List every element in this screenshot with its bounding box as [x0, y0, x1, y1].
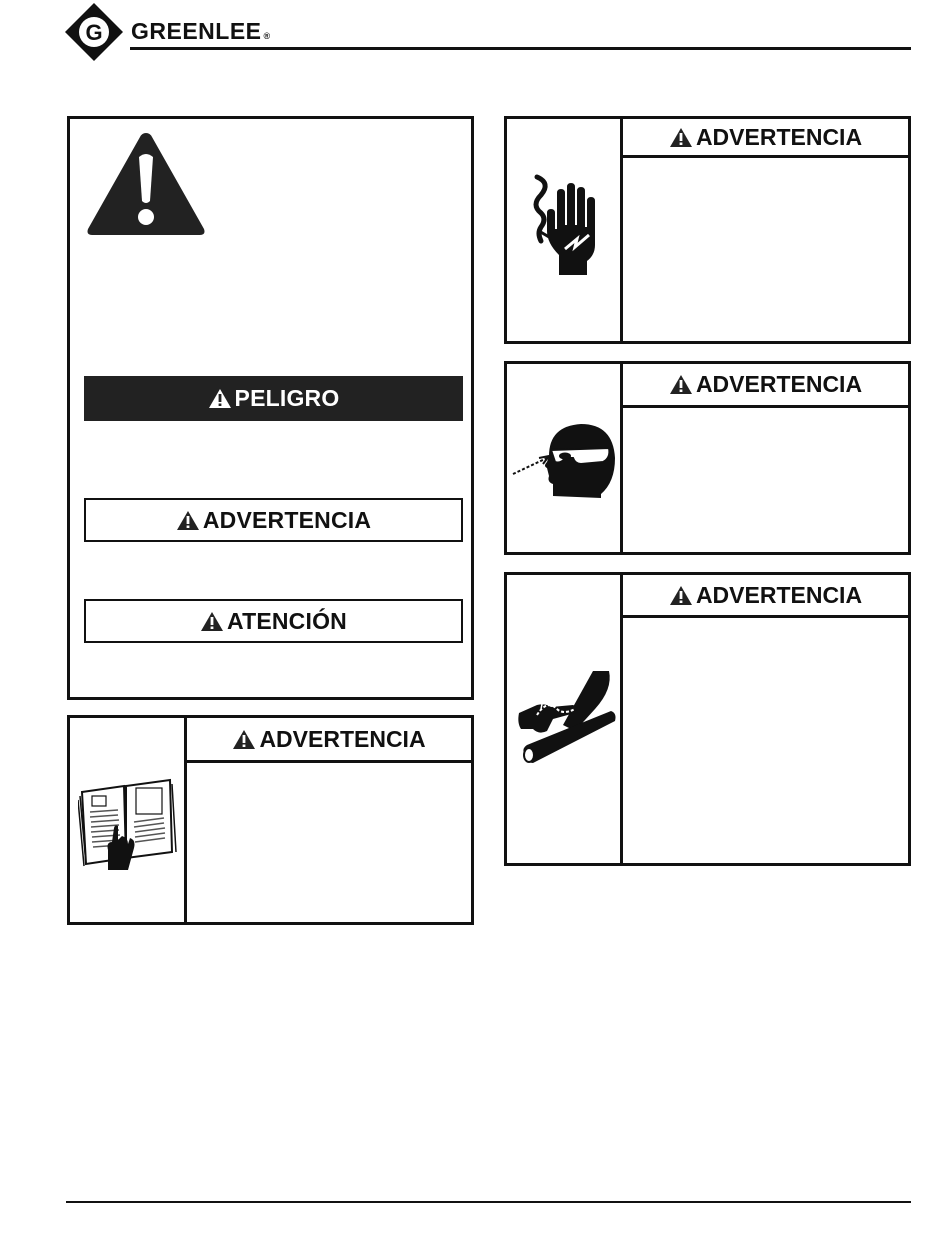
electric-shock-warning-box: [504, 116, 911, 344]
warning-triangle-icon: [208, 388, 232, 409]
greenlee-logo: [64, 2, 124, 62]
eye-protection-warning-box: [504, 361, 911, 555]
read-manual-icon: [78, 778, 178, 870]
heading-label: ADVERTENCIA: [695, 581, 863, 608]
brand-name: [131, 18, 271, 45]
cutting-hazard-warning-box: [504, 572, 911, 866]
heading-label: ADVERTENCIA: [695, 123, 863, 150]
brand-registered-mark: ®: [263, 31, 271, 41]
warning-heading: [623, 119, 908, 158]
read-manual-warning-box: [67, 715, 474, 925]
footer-rule: [66, 1201, 911, 1203]
exclamation-triangle-icon: [84, 129, 208, 239]
warning-triangle-icon: [232, 729, 256, 750]
icon-column: [507, 119, 623, 341]
logo-letter: G: [85, 20, 103, 45]
atencion-signal-bar: [84, 599, 463, 643]
safety-alert-panel: [67, 116, 474, 700]
eye-protection-icon: [511, 418, 617, 500]
warning-triangle-icon: [669, 585, 693, 606]
peligro-label: PELIGRO: [234, 385, 340, 411]
atencion-label: ATENCIÓN: [226, 607, 347, 634]
warning-triangle-icon: [200, 611, 224, 632]
header-rule: [130, 47, 911, 50]
brand-text: GREENLEE: [131, 18, 262, 44]
peligro-signal-bar: [84, 376, 463, 421]
warning-triangle-icon: [669, 127, 693, 148]
warning-triangle-icon: [176, 510, 200, 531]
heading-label: ADVERTENCIA: [259, 725, 426, 752]
warning-heading: [187, 718, 471, 763]
heading-label: ADVERTENCIA: [695, 371, 863, 397]
warning-triangle-icon: [669, 374, 693, 395]
icon-column: [507, 364, 623, 552]
icon-column: [507, 575, 623, 863]
warning-heading: [623, 575, 908, 618]
warning-heading: [623, 364, 908, 408]
icon-column: [70, 718, 187, 922]
electric-shock-hand-icon: [525, 171, 607, 279]
advertencia-signal-bar: [84, 498, 463, 542]
advertencia-label: ADVERTENCIA: [202, 506, 372, 533]
cutting-hazard-icon: [517, 669, 617, 769]
